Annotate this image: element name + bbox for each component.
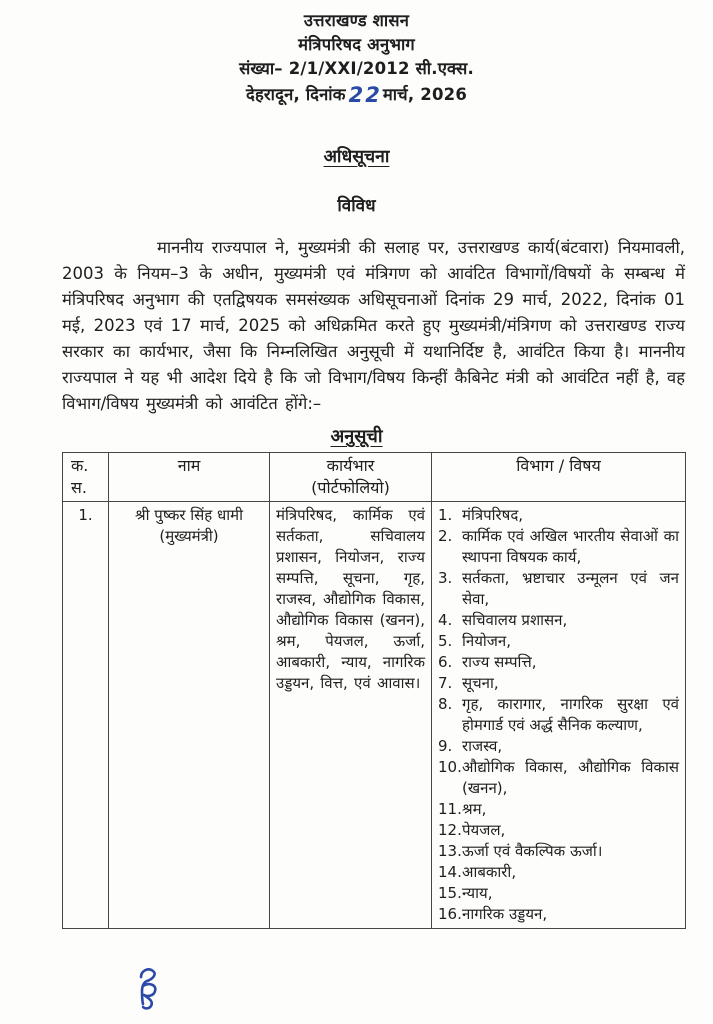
col-header-serial	[63, 453, 109, 502]
department-number: 2.	[438, 527, 453, 545]
minister-designation: (मुख्यमंत्री)	[159, 527, 219, 545]
department-name: गृह, कारागार, नागरिक सुरक्षा एवं होमगार्ड एवं अर्द्ध सैनिक कल्याण,	[462, 695, 679, 734]
department-number: 12.	[438, 821, 462, 839]
department-section-name: मंत्रिपरिषद अनुभाग	[298, 35, 415, 54]
department-name: श्रम,	[462, 800, 487, 818]
department-name: राजस्व,	[462, 737, 503, 755]
department-name: कार्मिक एवं अखिल भारतीय सेवाओं का स्थापना विषयक कार्य,	[462, 527, 679, 566]
col-header-name: नाम	[109, 453, 270, 502]
department-name: आबकारी,	[462, 863, 517, 881]
reference-number: संख्या– 2/1/XXI/2012 सी.एक्स.	[239, 59, 474, 78]
government-name: उत्तराखण्ड शासन	[303, 11, 410, 30]
letterhead	[0, 0, 713, 107]
department-number: 6.	[438, 653, 453, 671]
department-name: सूचना,	[462, 674, 499, 692]
department-name: न्याय,	[462, 884, 493, 902]
department-item	[438, 610, 679, 631]
department-number: 5.	[438, 632, 453, 650]
handwritten-initial-mark	[128, 964, 168, 1018]
body-paragraph: माननीय राज्यपाल ने, मुख्यमंत्री की सलाह पर, उत्तराखण्ड कार्य(बंटवारा) नियमावली, 2003 के नियम–3 के अधीन, मुख्यमंत्री एवं मंत्रिगण को आवंटित विभागों/विषयों के सम्बन्ध में मंत्रिपरिषद अनुभाग की एतद्विषयक समसंख्यक अधिसूचनाओं दिनांक 29 मार्च, 2022, दिनांक 01 मई, 2023 एवं 17 मार्च, 2025 को अधिक्रमित करते हुए मुख्यमंत्री/मंत्रिगण को उत्तराखण्ड राज्य सरकार का कार्यभार, जैसा कि निम्नलिखित अनुसूची में यथानिर्दिष्ट है, आवंटित किया है। माननीय राज्यपाल ने यह भी आदेश दिये है कि जो विभाग/विषय किन्हीं कैबिनेट मंत्री को आवंटित नहीं है, वह विभाग/विषय मुख्यमंत्री को आवंटित होंगे:–	[62, 238, 685, 413]
department-item	[438, 904, 679, 925]
handwritten-day: 22	[348, 83, 382, 107]
col-header-portfolio-line1: कार्यभार	[326, 456, 375, 475]
serial-number-cell: 1.	[63, 502, 109, 929]
place-date-suffix: मार्च, 2026	[382, 85, 467, 104]
department-name: नागरिक उड्डयन,	[462, 905, 548, 923]
department-item	[438, 631, 679, 652]
department-item	[438, 505, 679, 526]
department-name: नियोजन,	[462, 632, 512, 650]
department-item	[438, 694, 679, 736]
department-name: औद्योगिक विकास, औद्योगिक विकास (खनन),	[462, 758, 679, 797]
department-name: पेयजल,	[462, 821, 506, 839]
department-name: राज्य सम्पत्ति,	[462, 653, 537, 671]
place-date-line	[0, 81, 713, 107]
department-name: सर्तकता, भ्रष्टाचार उन्मूलन एवं जन सेवा,	[462, 569, 679, 608]
department-item	[438, 736, 679, 757]
department-number: 11.	[438, 800, 462, 818]
department-number: 14.	[438, 863, 462, 881]
col-header-departments: विभाग / विषय	[432, 453, 686, 502]
department-item	[438, 757, 679, 799]
department-item	[438, 652, 679, 673]
department-item	[438, 526, 679, 568]
department-item	[438, 841, 679, 862]
place-date-prefix: देहरादून, दिनांक	[245, 85, 346, 104]
department-item	[438, 862, 679, 883]
department-number: 16.	[438, 905, 462, 923]
col-header-portfolio-line2: (पोर्टफोलियो)	[311, 478, 390, 497]
department-name: सचिवालय प्रशासन,	[462, 611, 568, 629]
minister-name: श्री पुष्कर सिंह धामी	[135, 506, 243, 524]
department-number: 10.	[438, 758, 462, 776]
col-header-serial-line1: क.	[71, 456, 89, 475]
table-header-row	[63, 453, 686, 502]
category-heading: विविध	[337, 196, 376, 216]
departments-list	[438, 505, 679, 925]
departments-cell	[432, 502, 686, 929]
department-name: ऊर्जा एवं वैकल्पिक ऊर्जा।	[462, 842, 603, 860]
department-name: मंत्रिपरिषद,	[462, 506, 524, 524]
name-cell	[109, 502, 270, 929]
schedule-heading: अनुसूची	[330, 426, 383, 447]
department-number: 1.	[438, 506, 453, 524]
department-item	[438, 673, 679, 694]
table-row-cm	[63, 502, 686, 929]
department-item	[438, 820, 679, 841]
notification-heading: अधिसूचना	[323, 147, 390, 167]
schedule-table	[62, 452, 686, 929]
department-item	[438, 799, 679, 820]
department-item	[438, 883, 679, 904]
col-header-portfolio	[270, 453, 432, 502]
department-number: 15.	[438, 884, 462, 902]
department-number: 3.	[438, 569, 453, 587]
department-number: 7.	[438, 674, 453, 692]
col-header-serial-line2: स.	[71, 478, 87, 497]
department-number: 9.	[438, 737, 453, 755]
department-number: 8.	[438, 695, 453, 713]
portfolio-cell: मंत्रिपरिषद, कार्मिक एवं सर्तकता, सचिवालय प्रशासन, नियोजन, राज्य सम्पत्ति, सूचना, गृह, राजस्व, औद्योगिक विकास, औद्योगिक विकास (खनन), श्रम, पेयजल, ऊर्जा, आबकारी, न्याय, नागरिक उड्डयन, वित्त, एवं आवास।	[270, 502, 432, 929]
department-number: 4.	[438, 611, 453, 629]
department-item	[438, 568, 679, 610]
department-number: 13.	[438, 842, 462, 860]
